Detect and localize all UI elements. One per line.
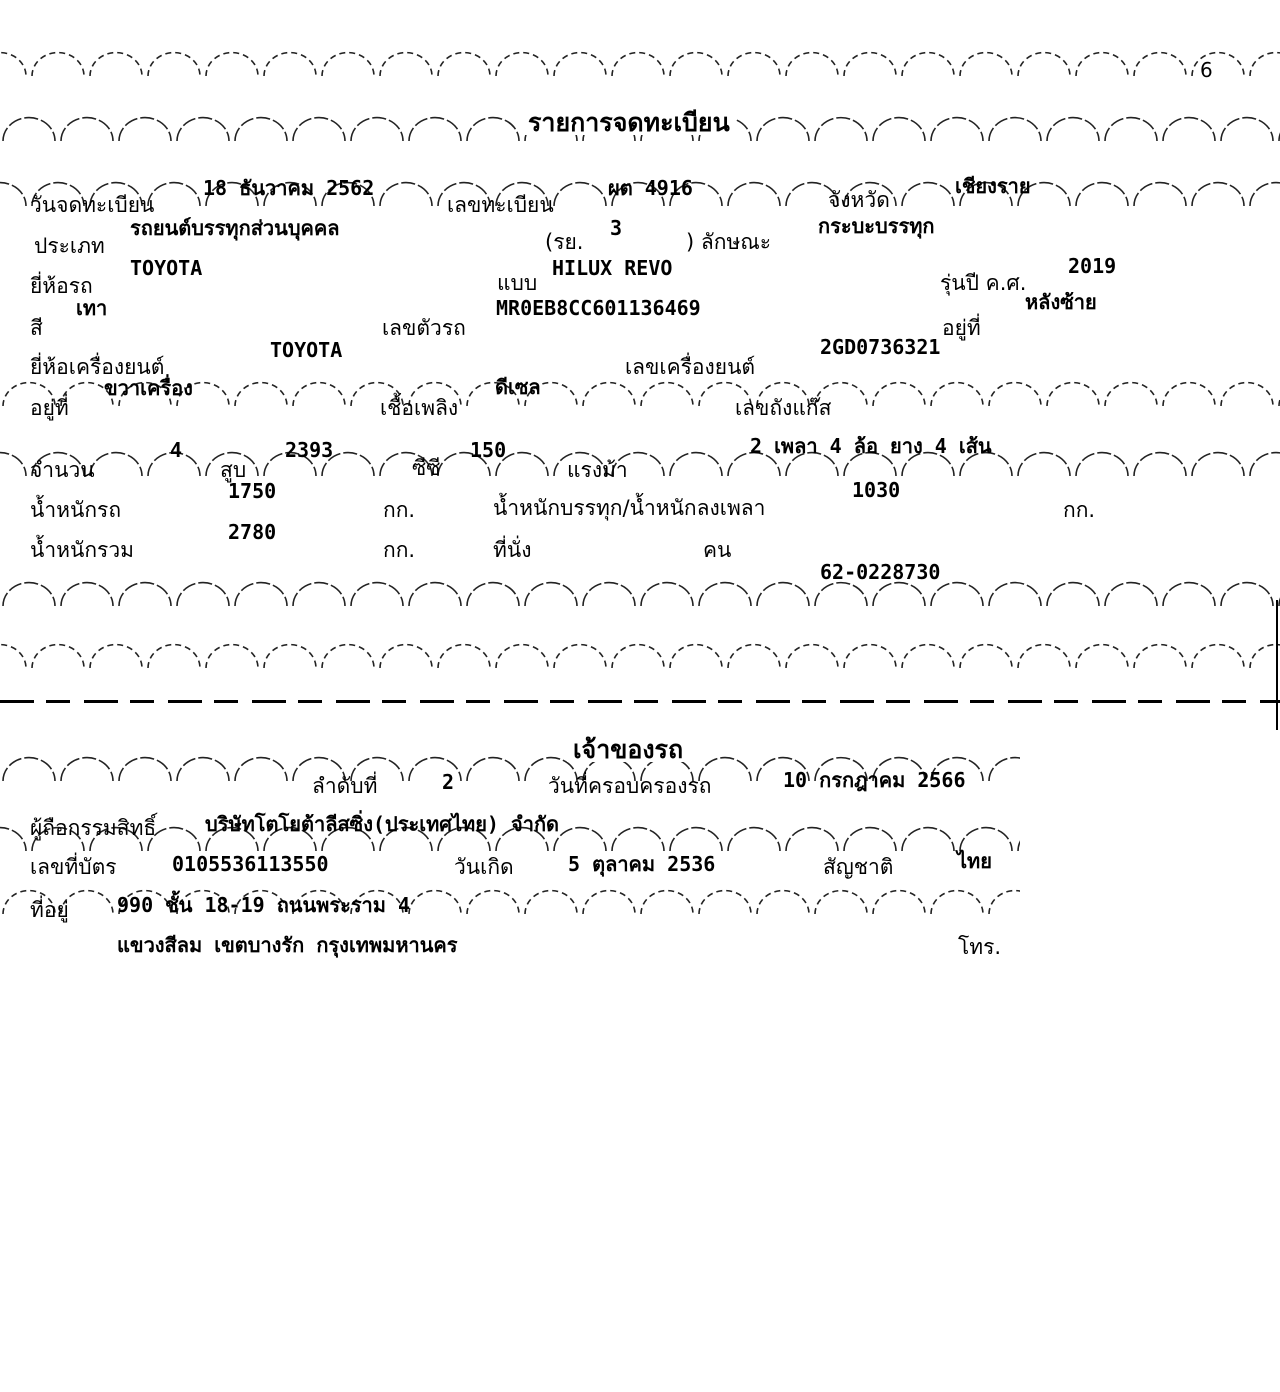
cc-value: 2393	[285, 438, 334, 462]
security-pattern	[0, 40, 1280, 80]
load-weight-unit: กก.	[1063, 498, 1096, 522]
hp-unit: แรงม้า	[567, 458, 628, 482]
address-line1: 990 ชั้น 18-19 ถนนพระราม 4	[117, 893, 411, 917]
owner-name-value: บริษัทโตโยต้าลีสซิ่ง(ประเทศไทย) จำกัด	[205, 812, 560, 836]
count-label: จำนวน	[30, 458, 95, 482]
type-code-prefix: (รย.	[545, 230, 584, 254]
vin-location-label: อยู่ที่	[942, 316, 981, 340]
brand-label: ยี่ห้อรถ	[30, 274, 93, 298]
engine-no-label: เลขเครื่องยนต์	[625, 355, 756, 379]
type-value: รถยนต์บรรทุกส่วนบุคคล	[130, 216, 340, 240]
gross-weight-value: 2780	[228, 520, 277, 544]
security-pattern	[0, 632, 1280, 672]
gross-weight-label: น้ำหนักรวม	[30, 538, 134, 562]
birth-date-value: 5 ตุลาคม 2536	[568, 852, 716, 876]
reg-date-value: 18 ธันวาคม 2562	[203, 176, 375, 200]
id-label: เลขที่บัตร	[30, 855, 117, 879]
cylinders-value: 4	[170, 438, 183, 462]
registration-heading: รายการจดทะเบียน	[522, 110, 736, 135]
security-pattern	[0, 440, 1280, 480]
cc-unit: ซีซี	[412, 456, 441, 480]
plate-value: ผต 4916	[608, 176, 693, 200]
curb-weight-label: น้ำหนักรถ	[30, 498, 122, 522]
nationality-label: สัญชาติ	[823, 855, 894, 879]
curb-weight-unit: กก.	[383, 498, 416, 522]
load-weight-value: 1030	[852, 478, 901, 502]
model-year-value: 2019	[1068, 254, 1117, 278]
security-pattern	[0, 570, 1280, 610]
page-number: 6	[1200, 58, 1213, 82]
engine-location-label: อยู่ที่	[30, 396, 69, 420]
body-style-label: ) ลักษณะ	[686, 230, 772, 254]
engine-no-value: 2GD0736321	[820, 335, 941, 359]
reg-date-label: วันจดทะเบียน	[30, 193, 155, 217]
seq-value: 2	[442, 770, 455, 794]
engine-brand-value: TOYOTA	[270, 338, 343, 362]
address-line2: แขวงสีลม เขตบางรัก กรุงเทพมหานคร	[117, 933, 458, 957]
province-value: เชียงราย	[955, 174, 1031, 198]
owner-heading: เจ้าของรถ	[567, 737, 689, 762]
phone-label: โทร.	[958, 935, 1002, 959]
type-label: ประเภท	[34, 234, 105, 258]
brand-value: TOYOTA	[130, 256, 203, 280]
separator-line	[0, 700, 1280, 703]
doc-number: 62-0228730	[820, 560, 941, 584]
hp-value: 150	[470, 438, 507, 462]
owner-label: ผู้ถือกรรมสิทธิ์	[30, 816, 157, 840]
fuel-label: เชื้อเพลิง	[380, 396, 459, 420]
vin-value: MR0EB8CC601136469	[496, 296, 701, 320]
nationality-value: ไทย	[957, 849, 992, 873]
vin-location-value: หลังซ้าย	[1025, 290, 1097, 314]
type-code-value: 3	[610, 216, 623, 240]
engine-brand-label: ยี่ห้อเครื่องยนต์	[30, 355, 165, 379]
model-label: แบบ	[497, 271, 538, 295]
color-label: สี	[30, 316, 43, 340]
seats-unit: คน	[703, 538, 732, 562]
seq-label: ลำดับที่	[312, 774, 378, 798]
cylinders-unit: สูบ	[220, 458, 247, 482]
seats-label: ที่นั่ง	[493, 538, 532, 562]
birth-label: วันเกิด	[454, 855, 514, 879]
address-label: ที่อยู่	[30, 898, 69, 922]
body-style-value: กระบะบรรทุก	[818, 214, 935, 238]
fuel-value: ดีเซล	[495, 375, 541, 399]
curb-weight-value: 1750	[228, 479, 277, 503]
gross-weight-unit: กก.	[383, 538, 416, 562]
edge-line	[1276, 600, 1278, 730]
model-year-label: รุ่นปี ค.ศ.	[940, 271, 1027, 295]
vin-label: เลขตัวรถ	[382, 316, 466, 340]
possession-date-value: 10 กรกฎาคม 2566	[783, 768, 966, 792]
plate-label: เลขทะเบียน	[447, 193, 554, 217]
engine-location-value: ขวาเครื่อง	[104, 376, 193, 400]
color-value: เทา	[76, 296, 108, 320]
possession-date-label: วันที่ครอบครองรถ	[548, 774, 712, 798]
gas-tank-label: เลขถังแก๊ส	[735, 396, 832, 420]
axles-wheels-value: 2 เพลา 4 ล้อ ยาง 4 เส้น	[750, 434, 992, 458]
id-value: 0105536113550	[172, 852, 329, 876]
province-label: จังหวัด	[828, 188, 890, 212]
load-weight-label: น้ำหนักบรรทุก/น้ำหนักลงเพลา	[493, 496, 766, 520]
model-value: HILUX REVO	[552, 256, 673, 280]
